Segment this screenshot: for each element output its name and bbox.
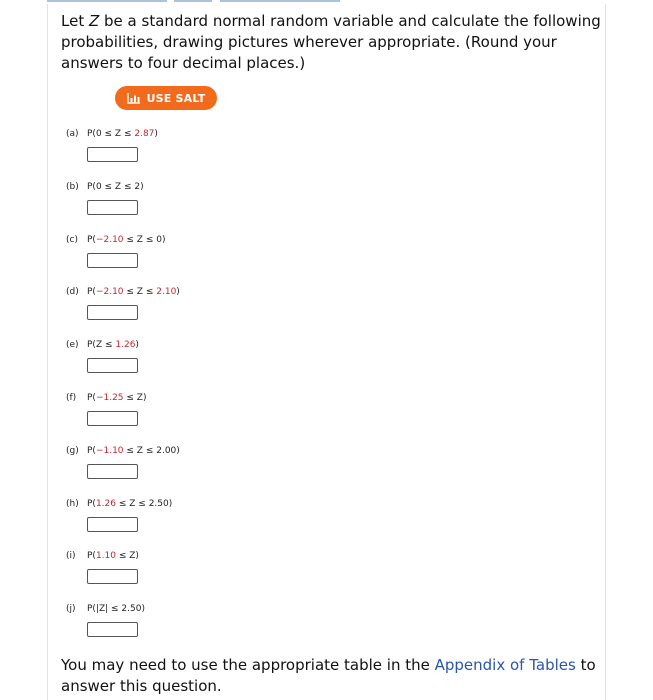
- expression-text: P(: [87, 551, 96, 562]
- expression-text: ≤ Z ≤ 2.50): [116, 498, 173, 509]
- expression-text: P(0 ≤ Z ≤: [87, 129, 135, 139]
- use-salt-button[interactable]: [115, 86, 217, 110]
- question-text: Let Z be a standard normal random variable and calculate the following probabilities, drawing pictures wherever appropriate. (Round your answers to four decimal places.): [61, 12, 601, 72]
- part-label: [66, 182, 144, 192]
- expression-text: ≤ Z): [123, 393, 147, 403]
- expression-text: ≤ Z): [116, 551, 139, 562]
- expression-text: P(Z ≤: [87, 340, 116, 351]
- probability-expression: [87, 446, 180, 456]
- expression-text: P(0 ≤ Z ≤ 2): [87, 181, 144, 192]
- answer-input[interactable]: [87, 464, 138, 479]
- part-letter: (f): [66, 393, 77, 403]
- part-letter: (h): [66, 498, 79, 509]
- probability-expression: [87, 129, 158, 139]
- expression-text: P(|Z| ≤ 2.50): [87, 604, 145, 615]
- part-label: [66, 604, 145, 614]
- part-label: [66, 551, 139, 561]
- use-salt-label: USE SALT: [146, 91, 206, 105]
- answer-input[interactable]: [87, 517, 138, 532]
- footer-note: You may need to use the appropriate table in the Appendix of Tables to answer this question.: [61, 656, 596, 695]
- probability-expression: [87, 604, 145, 614]
- expression-text: P(: [87, 234, 96, 245]
- answer-input[interactable]: [87, 305, 138, 320]
- expression-text: ≤ Z ≤ 0): [123, 234, 166, 245]
- expression-text: ): [135, 340, 139, 351]
- part-letter: (j): [66, 604, 76, 615]
- probability-expression: [87, 499, 172, 509]
- part-letter: (g): [66, 445, 79, 456]
- highlighted-value: 2.10: [156, 287, 177, 298]
- expression-text: P(: [87, 445, 96, 456]
- answer-input[interactable]: [87, 411, 138, 426]
- expression-text: ): [176, 287, 180, 298]
- expression-text: P(: [87, 287, 96, 298]
- probability-expression: [87, 287, 180, 297]
- highlighted-value: 2.87: [134, 129, 155, 139]
- expression-text: P(: [87, 498, 96, 509]
- part-letter: (b): [66, 181, 79, 192]
- part-label: [66, 499, 172, 509]
- expression-text: P(: [87, 393, 96, 403]
- highlighted-value: 1.10: [95, 551, 116, 562]
- probability-expression: [87, 551, 139, 561]
- answer-input[interactable]: [87, 622, 138, 637]
- expression-text: ≤ Z ≤ 2.00): [123, 445, 180, 456]
- probability-expression: [87, 393, 147, 403]
- probability-expression: [87, 340, 139, 350]
- part-label: [66, 340, 139, 350]
- highlighted-value: −2.10: [95, 287, 124, 298]
- answer-input[interactable]: [87, 253, 138, 268]
- part-label: [66, 129, 158, 139]
- part-label: [66, 393, 147, 403]
- part-letter: (c): [66, 234, 78, 245]
- part-label: [66, 287, 180, 297]
- highlighted-value: 1.26: [115, 340, 136, 351]
- answer-input[interactable]: [87, 200, 138, 215]
- part-letter: (d): [66, 287, 79, 298]
- part-letter: (a): [66, 129, 79, 139]
- highlighted-value: 1.26: [95, 498, 116, 509]
- expression-text: ≤ Z ≤: [123, 287, 157, 298]
- expression-text: ): [154, 129, 158, 139]
- chart-icon: [127, 92, 141, 104]
- probability-expression: [87, 235, 165, 245]
- part-letter: (e): [66, 340, 79, 351]
- highlighted-value: −2.10: [95, 234, 124, 245]
- answer-input[interactable]: [87, 358, 138, 373]
- highlighted-value: −1.10: [95, 445, 124, 456]
- part-label: [66, 235, 165, 245]
- variable-z: Z: [88, 12, 100, 30]
- part-label: [66, 446, 180, 456]
- part-letter: (i): [66, 551, 76, 562]
- answer-input[interactable]: [87, 569, 138, 584]
- answer-input[interactable]: [87, 147, 138, 162]
- appendix-link[interactable]: Appendix of Tables: [434, 656, 576, 674]
- highlighted-value: −1.25: [95, 393, 124, 403]
- probability-expression: [87, 182, 144, 192]
